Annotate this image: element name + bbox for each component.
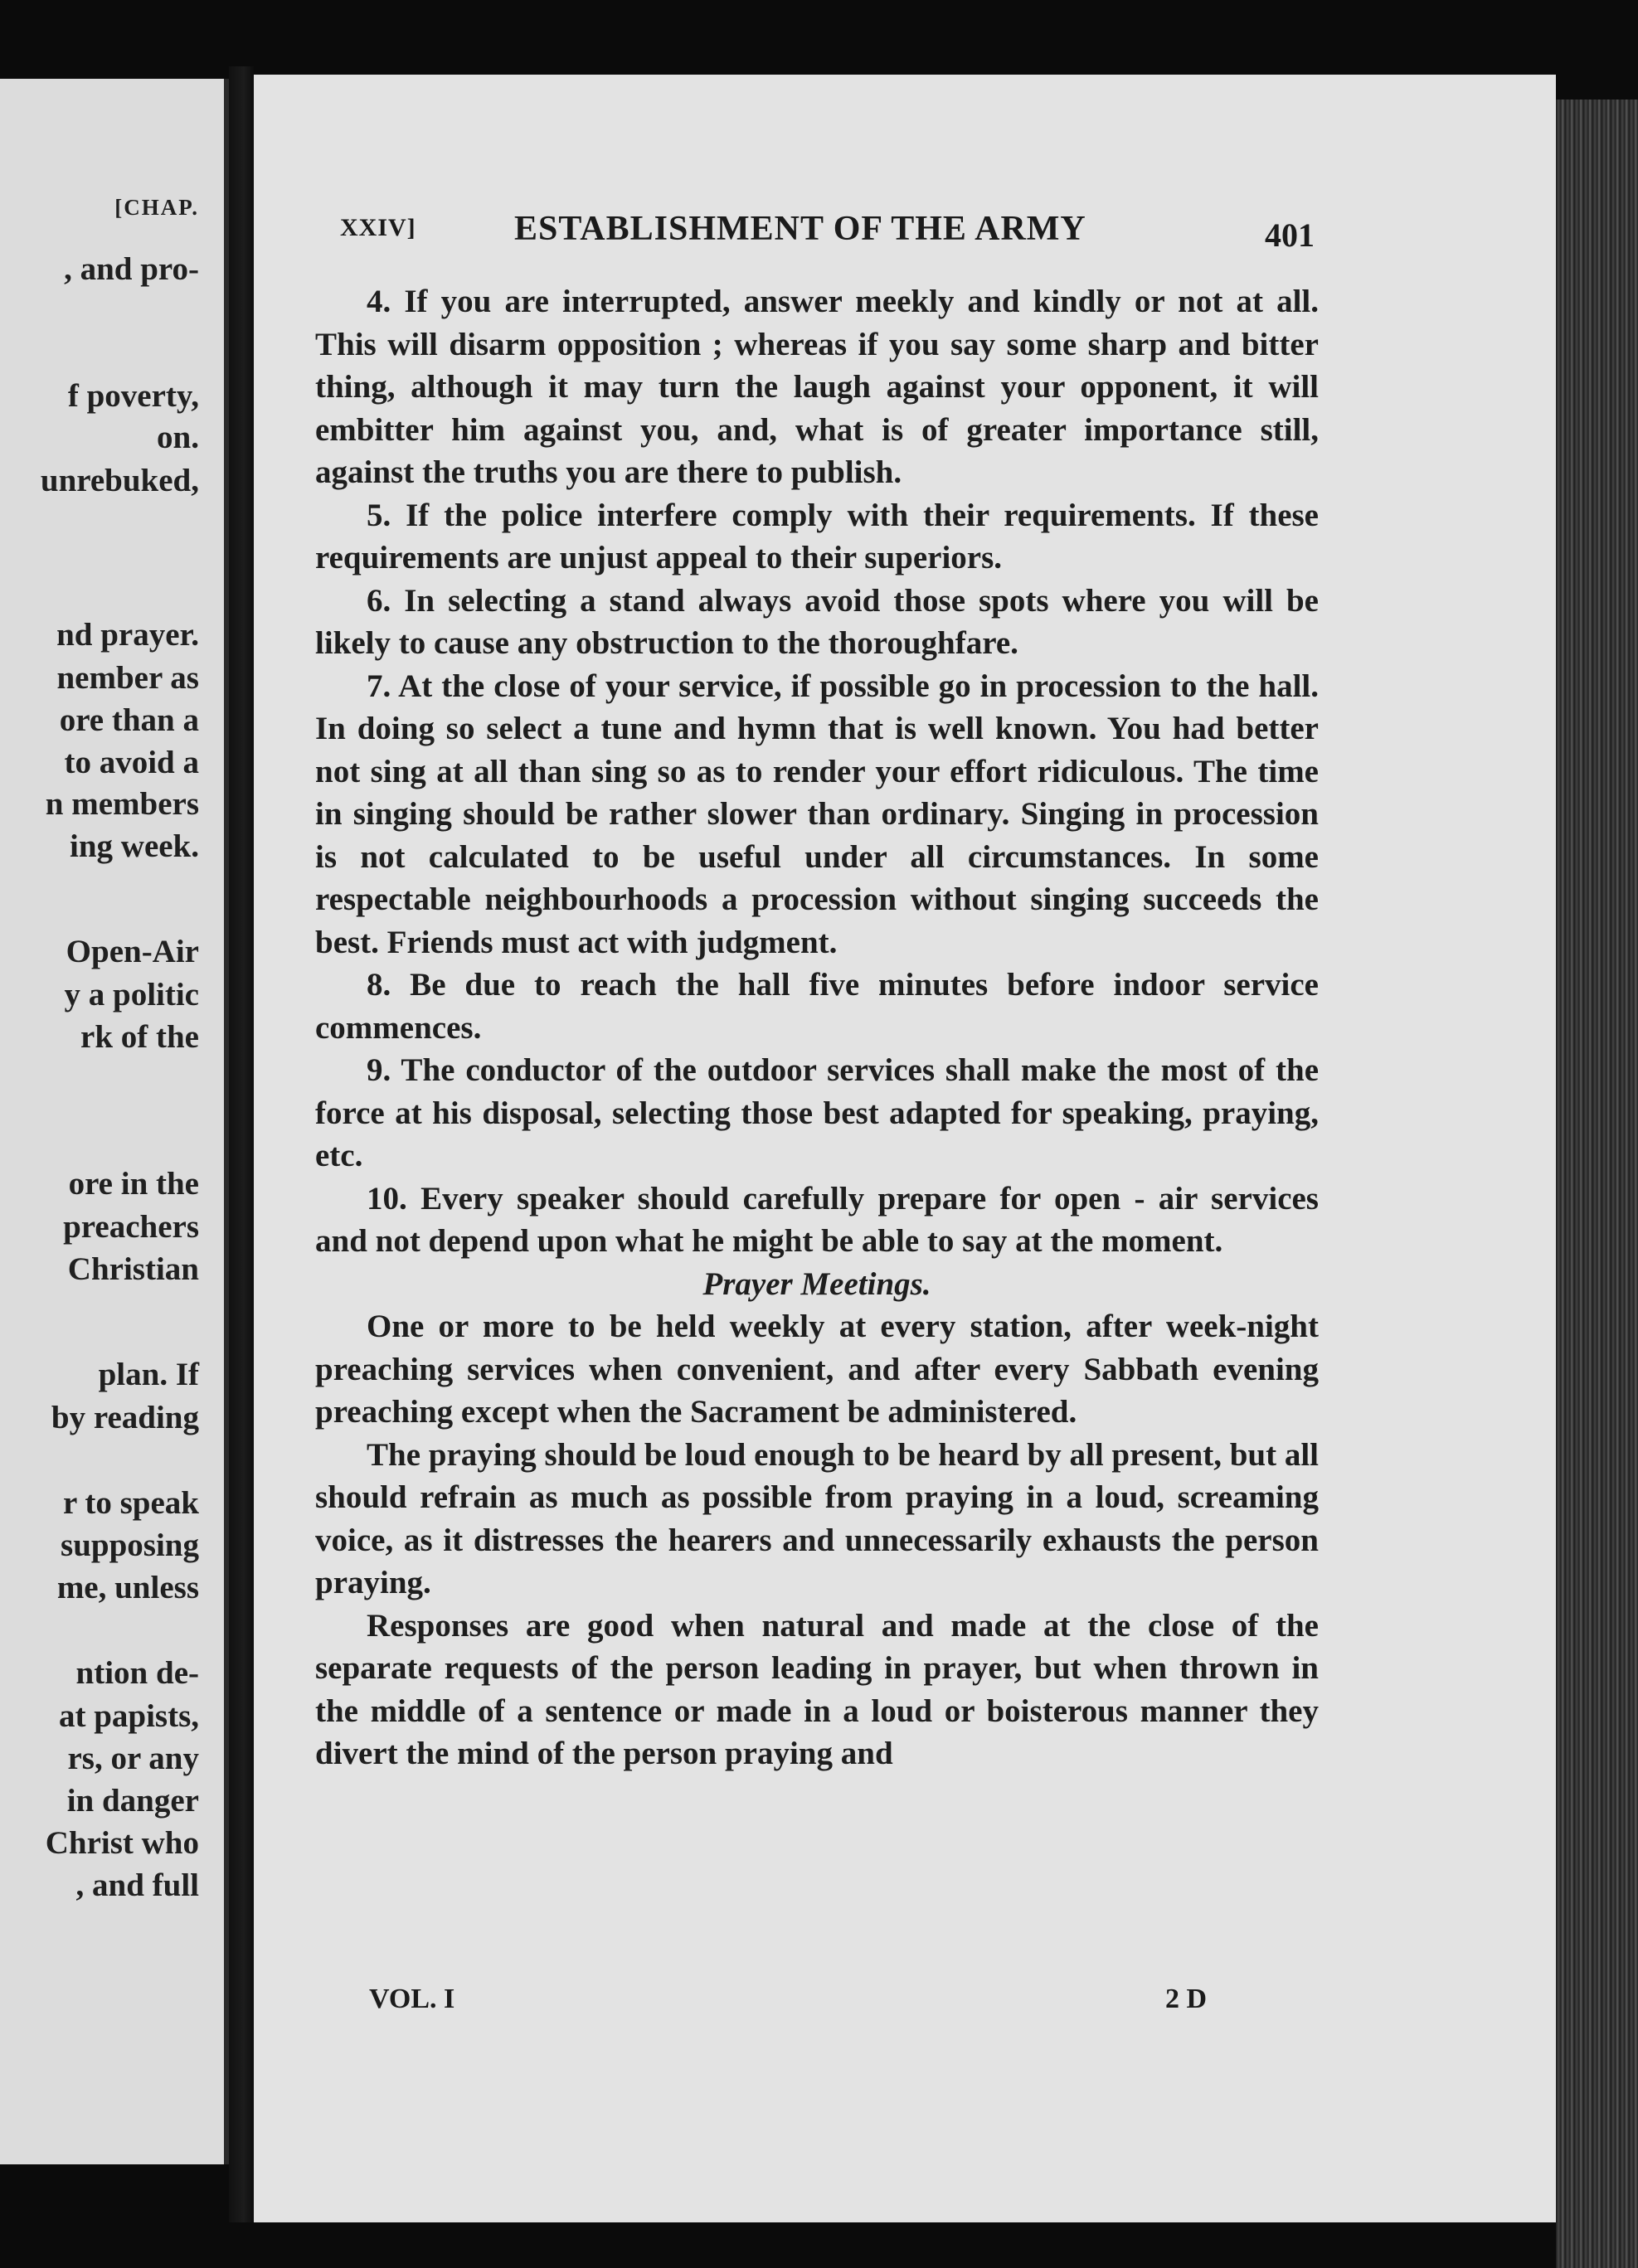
- facing-page-line: Christ who: [45, 1825, 199, 1861]
- facing-page-header: [CHAP.: [114, 195, 199, 220]
- facing-page-line: ntion de-: [75, 1655, 199, 1691]
- facing-page-line: y a politic: [64, 977, 199, 1013]
- paragraph-10: 10. Every speaker should carefully prepare for open - air services and not depend upon what he might be able to say at the moment.: [315, 1180, 1319, 1259]
- running-head: [332, 133, 1327, 254]
- facing-page-line: by reading: [51, 1400, 199, 1435]
- facing-page-line: ing week.: [70, 828, 199, 864]
- facing-page-line: me, unless: [56, 1570, 199, 1605]
- facing-page-line: preachers: [63, 1209, 199, 1245]
- facing-page-line: on.: [157, 420, 199, 455]
- paragraph-5: 5. If the police interfere comply with their requirements. If these requirements are unjust appeal to their superiors.: [315, 497, 1319, 575]
- signature-mark: 2 D: [1164, 1984, 1207, 2014]
- facing-page-line: supposing: [61, 1527, 199, 1563]
- running-title: ESTABLISHMENT OF THE ARMY: [514, 210, 1086, 248]
- facing-page-line: to avoid a: [64, 745, 199, 780]
- paragraph-9: 9. The conductor of the outdoor services shall make the most of the force at his disposal, selecting those best adapted for speaking, praying, etc.: [315, 1052, 1319, 1173]
- prayer-meetings-paragraph-3: Responses are good when natural and made at the close of the separate requests of the person leading in prayer, but when thrown in the middle of a sentence or made in a loud or boisterous manner they divert the mind of the person praying and: [315, 1607, 1319, 1771]
- facing-page-line: f poverty,: [67, 378, 199, 414]
- facing-page-line: Christian: [67, 1251, 199, 1287]
- prayer-meetings-paragraph-1: One or more to be held weekly at every station, after week-night preaching services when convenient, and after every Sabbath evening preaching except when the Sacrament be administered.: [315, 1309, 1319, 1430]
- facing-page-line: at papists,: [58, 1698, 199, 1734]
- paragraph-8: 8. Be due to reach the hall five minutes before indoor service commences.: [315, 967, 1319, 1046]
- paragraph-7: 7. At the close of your service, if possible go in procession to the hall. In doing so select a tune and hymn that is well known. You had better not sing at all than sing so as to render your effort ridiculous. The time in singing should be rather slower than ordinary. Singing in procession is not calculated to be useful under all circumstances. In some respectable neighbourhoods a procession without singing succeeds the best. Friends must act with judgment.: [315, 668, 1319, 960]
- facing-page-fragment: [0, 79, 229, 2164]
- facing-page-line: Open-Air: [66, 934, 199, 969]
- facing-page-line: r to speak: [63, 1485, 199, 1521]
- facing-page-line: plan. If: [98, 1357, 199, 1392]
- facing-page-line: nember as: [56, 660, 199, 696]
- facing-page-line: , and full: [75, 1867, 199, 1903]
- facing-page-line: nd prayer.: [56, 617, 199, 653]
- book-gutter: [229, 66, 254, 2222]
- chapter-reference: XXIV]: [340, 214, 416, 241]
- facing-page-line: in danger: [66, 1783, 199, 1819]
- volume-mark: VOL. I: [369, 1984, 455, 2014]
- paragraph-6: 6. In selecting a stand always avoid those spots where you will be likely to cause any obstruction to the thoroughfare.: [315, 582, 1319, 661]
- facing-page-line: unrebuked,: [40, 463, 199, 498]
- page-body: [315, 280, 1319, 1775]
- facing-page-line: rs, or any: [67, 1741, 199, 1776]
- prayer-meetings-paragraph-2: The praying should be loud enough to be heard by all present, but all should refrain as much as possible from praying in a loud, screaming voice, as it distresses the hearers and unnecessarily exhausts the person praying.: [315, 1436, 1319, 1600]
- facing-page-line: rk of the: [80, 1019, 199, 1055]
- page-stack-edge: [1556, 100, 1638, 2268]
- facing-page-line: , and pro-: [64, 251, 199, 287]
- page-number: 401: [1265, 216, 1315, 254]
- section-heading: Prayer Meetings.: [702, 1265, 931, 1302]
- facing-page-line: ore than a: [59, 702, 199, 738]
- facing-page-line: n members: [45, 786, 199, 822]
- facing-page-line: ore in the: [68, 1166, 199, 1202]
- paragraph-4: 4. If you are interrupted, answer meekly and kindly or not at all. This will disarm opposition ; whereas if you say some sharp and bitter thing, although it may turn the laugh against your opponent, it will embitter him against you, and, what is of greater importance still, against the truths you are there to publish.: [315, 284, 1319, 490]
